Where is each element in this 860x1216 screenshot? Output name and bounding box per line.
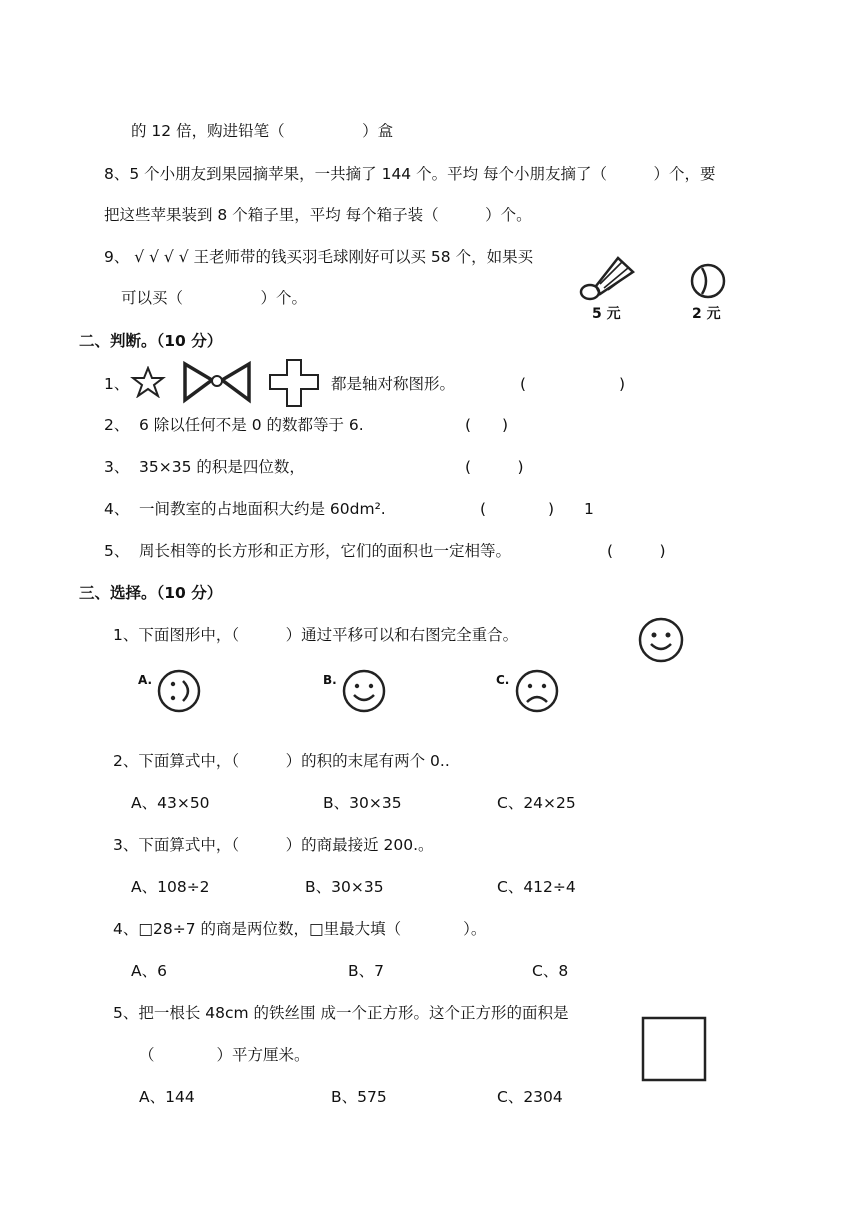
- ball-figure: [689, 262, 727, 300]
- s3-q3-text: 3、下面算式中，（ ）的商最接近 200.。: [113, 836, 434, 854]
- smiley-icon: [341, 668, 387, 714]
- s3-q4-text: 4、□28÷7 的商是两位数，□里最大填（ ）。: [113, 920, 487, 938]
- s3-q3-option-c: C、412÷4: [497, 878, 576, 896]
- square-figure: [641, 1016, 707, 1082]
- ball-icon: [689, 262, 727, 300]
- star-figure: [130, 366, 166, 398]
- s2-item1-paren: ( ): [520, 375, 626, 393]
- option-c-figure: [514, 668, 560, 714]
- cross-icon: [267, 358, 321, 408]
- q7-continuation: 的 12 倍，购进铅笔（ ）盒: [131, 122, 394, 140]
- cross-figure: [267, 358, 321, 408]
- s3-q5-line1: 5、把一根长 48cm 的铁丝围 成一个正方形。这个正方形的面积是: [113, 1004, 569, 1022]
- s2-item4-paren: ( ): [480, 500, 555, 518]
- sideways-face-icon: [156, 668, 202, 714]
- s2-item3-num: 3、: [104, 458, 130, 476]
- shuttlecock-icon: [578, 252, 638, 304]
- q8-line2: 把这些苹果装到 8 个箱子里，平均 每个箱子装（ ）个。: [104, 206, 532, 224]
- q8-line1: 8、5 个小朋友到果园摘苹果，一共摘了 144 个。平均 每个小朋友摘了（ ）个，要: [104, 165, 716, 183]
- s3-q5-option-c: C、2304: [497, 1088, 563, 1106]
- option-a-figure: [156, 668, 202, 714]
- s3-q1-text: 1、下面图形中，（ ）通过平移可以和右图完全重合。: [113, 626, 519, 644]
- s3-q4-option-a: A、6: [131, 962, 167, 980]
- s3-q5-option-b: B、575: [331, 1088, 387, 1106]
- s2-item5-paren: ( ): [607, 542, 666, 560]
- s2-item5-num: 5、: [104, 542, 130, 560]
- shuttlecock-figure: [578, 252, 638, 304]
- star-icon: [130, 366, 166, 398]
- q9-line2: 可以买（ ）个。: [121, 289, 308, 307]
- shuttlecock-price: 5 元: [592, 306, 621, 322]
- section3-heading: 三、选择。（10 分）: [79, 584, 223, 602]
- s3-q2-option-c: C、24×25: [497, 794, 576, 812]
- s2-item4-num: 4、: [104, 500, 130, 518]
- bowtie-figure: [182, 360, 252, 404]
- bowtie-icon: [182, 360, 252, 404]
- s3-q5-line2: （ ）平方厘米。: [139, 1046, 310, 1064]
- s2-item1-text: 都是轴对称图形。: [331, 375, 456, 393]
- smiley-icon: [637, 616, 685, 664]
- s2-item5-text: 周长相等的长方形和正方形，它们的面积也一定相等。: [139, 542, 512, 560]
- square-icon: [641, 1016, 707, 1082]
- s2-item3-text: 35×35 的积是四位数，: [139, 458, 305, 476]
- s2-item4-extra: 1: [584, 500, 594, 518]
- s2-item2-paren: ( ): [465, 416, 509, 434]
- s3-q5-option-a: A、144: [139, 1088, 195, 1106]
- section2-heading: 二、判断。（10 分）: [79, 332, 223, 350]
- ball-price: 2 元: [692, 306, 721, 322]
- s2-item1-num: 1、: [104, 375, 130, 393]
- s3-q4-option-b: B、7: [348, 962, 384, 980]
- s2-item3-paren: ( ): [465, 458, 524, 476]
- s3-q3-option-b: B、30×35: [305, 878, 384, 896]
- s3-q1-label-a: A.: [138, 673, 153, 687]
- s3-q2-option-b: B、30×35: [323, 794, 402, 812]
- s3-q2-text: 2、下面算式中，（ ）的积的末尾有两个 0..: [113, 752, 450, 770]
- frowny-icon: [514, 668, 560, 714]
- option-b-figure: [341, 668, 387, 714]
- s3-q1-label-c: C.: [496, 673, 510, 687]
- s3-q2-option-a: A、43×50: [131, 794, 210, 812]
- s3-q3-option-a: A、108÷2: [131, 878, 210, 896]
- s3-q1-label-b: B.: [323, 673, 337, 687]
- s2-item2-num: 2、: [104, 416, 130, 434]
- s2-item2-text: 6 除以任何不是 0 的数都等于 6.: [139, 416, 364, 434]
- s3-q4-option-c: C、8: [532, 962, 569, 980]
- reference-smiley-figure: [637, 616, 685, 664]
- q9-line1: 9、 √ √ √ √ 王老师带的钱买羽毛球刚好可以买 58 个，如果买: [104, 248, 534, 266]
- s2-item4-text: 一间教室的占地面积大约是 60dm².: [139, 500, 386, 518]
